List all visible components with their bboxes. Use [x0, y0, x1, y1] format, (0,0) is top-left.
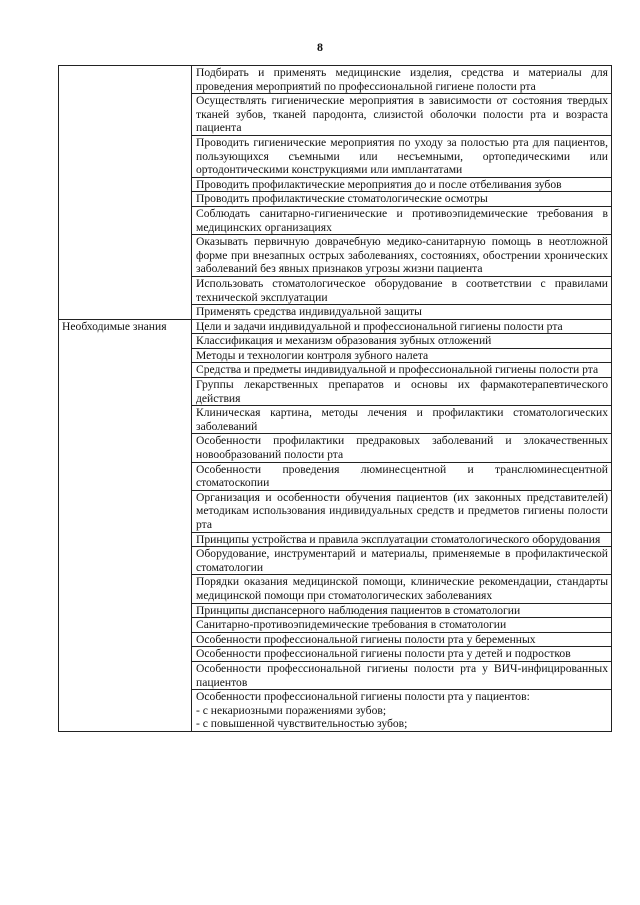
knowledge-item-text: Особенности профессиональной гигиены полости рта у детей и подростков — [196, 647, 571, 661]
knowledge-item — [192, 334, 612, 349]
knowledge-item — [192, 490, 612, 532]
knowledge-item-text: Особенности профессиональной гигиены полости рта у беременных — [196, 632, 536, 646]
knowledge-item-text: Принципы устройства и правила эксплуатации стоматологического оборудования — [196, 532, 601, 546]
skills-item — [192, 177, 612, 192]
knowledge-item-text: Особенности профилактики предраковых заболеваний и злокачественных новообразований полости рта — [196, 434, 608, 462]
knowledge-item-text: Особенности проведения люминесцентной и транслюминесцентной стоматоскопии — [196, 462, 608, 490]
competency-table — [58, 65, 612, 732]
knowledge-item-text: Классификация и механизм образования зубных отложений — [196, 334, 492, 348]
knowledge-item-text: Средства и предметы индивидуальной и профессиональной гигиены полости рта — [196, 363, 599, 377]
knowledge-item — [192, 532, 612, 547]
knowledge-label: Необходимые знания — [59, 319, 192, 731]
skills-item-text: Подбирать и применять медицинские изделия, средства и материалы для проведения мероприятий по профессиональной гигиене полости рта — [196, 66, 608, 93]
knowledge-sub-item: - с некариозными поражениями зубов; — [196, 703, 387, 717]
knowledge-item — [192, 462, 612, 490]
skills-item-text: Применять средства индивидуальной защиты — [196, 305, 422, 319]
table-row — [59, 66, 612, 94]
knowledge-item-text: Организация и особенности обучения пациентов (их законных представителей) методикам использования индивидуальных средств и предметов гигиены полости рта — [196, 490, 608, 531]
skills-item — [192, 276, 612, 304]
knowledge-item-text: Санитарно-противоэпидемические требования в стоматологии — [196, 618, 507, 632]
knowledge-item-heading: Особенности профессиональной гигиены полости рта у пациентов: — [196, 690, 530, 704]
knowledge-item — [192, 378, 612, 406]
knowledge-item-text: Клиническая картина, методы лечения и профилактики стоматологических заболеваний — [196, 406, 608, 433]
skills-item — [192, 305, 612, 320]
page-number: 8 — [317, 40, 323, 54]
knowledge-item — [192, 632, 612, 647]
skills-item — [192, 135, 612, 177]
knowledge-item-with-list — [192, 690, 612, 732]
knowledge-item-text: Цели и задачи индивидуальной и профессиональной гигиены полости рта — [196, 319, 563, 333]
skills-item-text: Использовать стоматологическое оборудование в соответствии с правилами технической эксплуатации — [196, 276, 608, 304]
skills-item — [192, 206, 612, 234]
skills-item — [192, 66, 612, 94]
knowledge-item-text: Порядки оказания медицинской помощи, клинические рекомендации, стандарты медицинской помощи при стоматологических заболеваниях — [196, 575, 608, 602]
knowledge-item — [192, 661, 612, 689]
skills-item-text: Оказывать первичную доврачебную медико-санитарную помощь в неотложной форме при внезапных острых заболеваниях, состояниях, обострении хронических заболеваний без явных признаков угрозы жизни пациента — [196, 235, 608, 276]
knowledge-item — [192, 603, 612, 618]
knowledge-item — [192, 647, 612, 662]
knowledge-item — [192, 319, 612, 334]
table-row — [59, 319, 612, 334]
knowledge-item — [192, 618, 612, 633]
knowledge-item — [192, 406, 612, 434]
skills-item — [192, 94, 612, 136]
knowledge-item-text: Принципы диспансерного наблюдения пациентов в стоматологии — [196, 603, 521, 617]
knowledge-item-text: Группы лекарственных препаратов и основы их фармакотерапевтического действия — [196, 378, 608, 405]
skills-item — [192, 235, 612, 277]
knowledge-item — [192, 348, 612, 363]
knowledge-item — [192, 363, 612, 378]
skills-item-text: Проводить гигиенические мероприятия по уходу за полостью рта для пациентов, пользующихся съемными или несъемными, ортопедическими или ортодонтическими конструкциями или имплантатами — [196, 135, 608, 177]
knowledge-item — [192, 547, 612, 575]
skills-item-text: Проводить профилактические мероприятия до и после отбеливания зубов — [196, 177, 562, 191]
knowledge-item-text: Методы и технологии контроля зубного налета — [196, 348, 429, 362]
skills-label — [59, 66, 192, 320]
knowledge-sub-item: - с повышенной чувствительностью зубов; — [196, 717, 408, 731]
knowledge-item-text: Оборудование, инструментарий и материалы, применяемые в профилактической стоматологии — [196, 547, 608, 574]
knowledge-item — [192, 434, 612, 462]
knowledge-item — [192, 575, 612, 603]
skills-item — [192, 192, 612, 207]
skills-item-text: Проводить профилактические стоматологические осмотры — [196, 192, 488, 206]
skills-item-text: Осуществлять гигиенические мероприятия в зависимости от состояния твердых тканей зубов, тканей пародонта, слизистой оболочки полости рта и возраста пациента — [196, 94, 608, 135]
skills-item-text: Соблюдать санитарно-гигиенические и противоэпидемические требования в медицинских организациях — [196, 206, 608, 234]
competency-table-body — [59, 66, 612, 732]
knowledge-item-text: Особенности профессиональной гигиены полости рта у ВИЧ-инфицированных пациентов — [196, 661, 608, 689]
